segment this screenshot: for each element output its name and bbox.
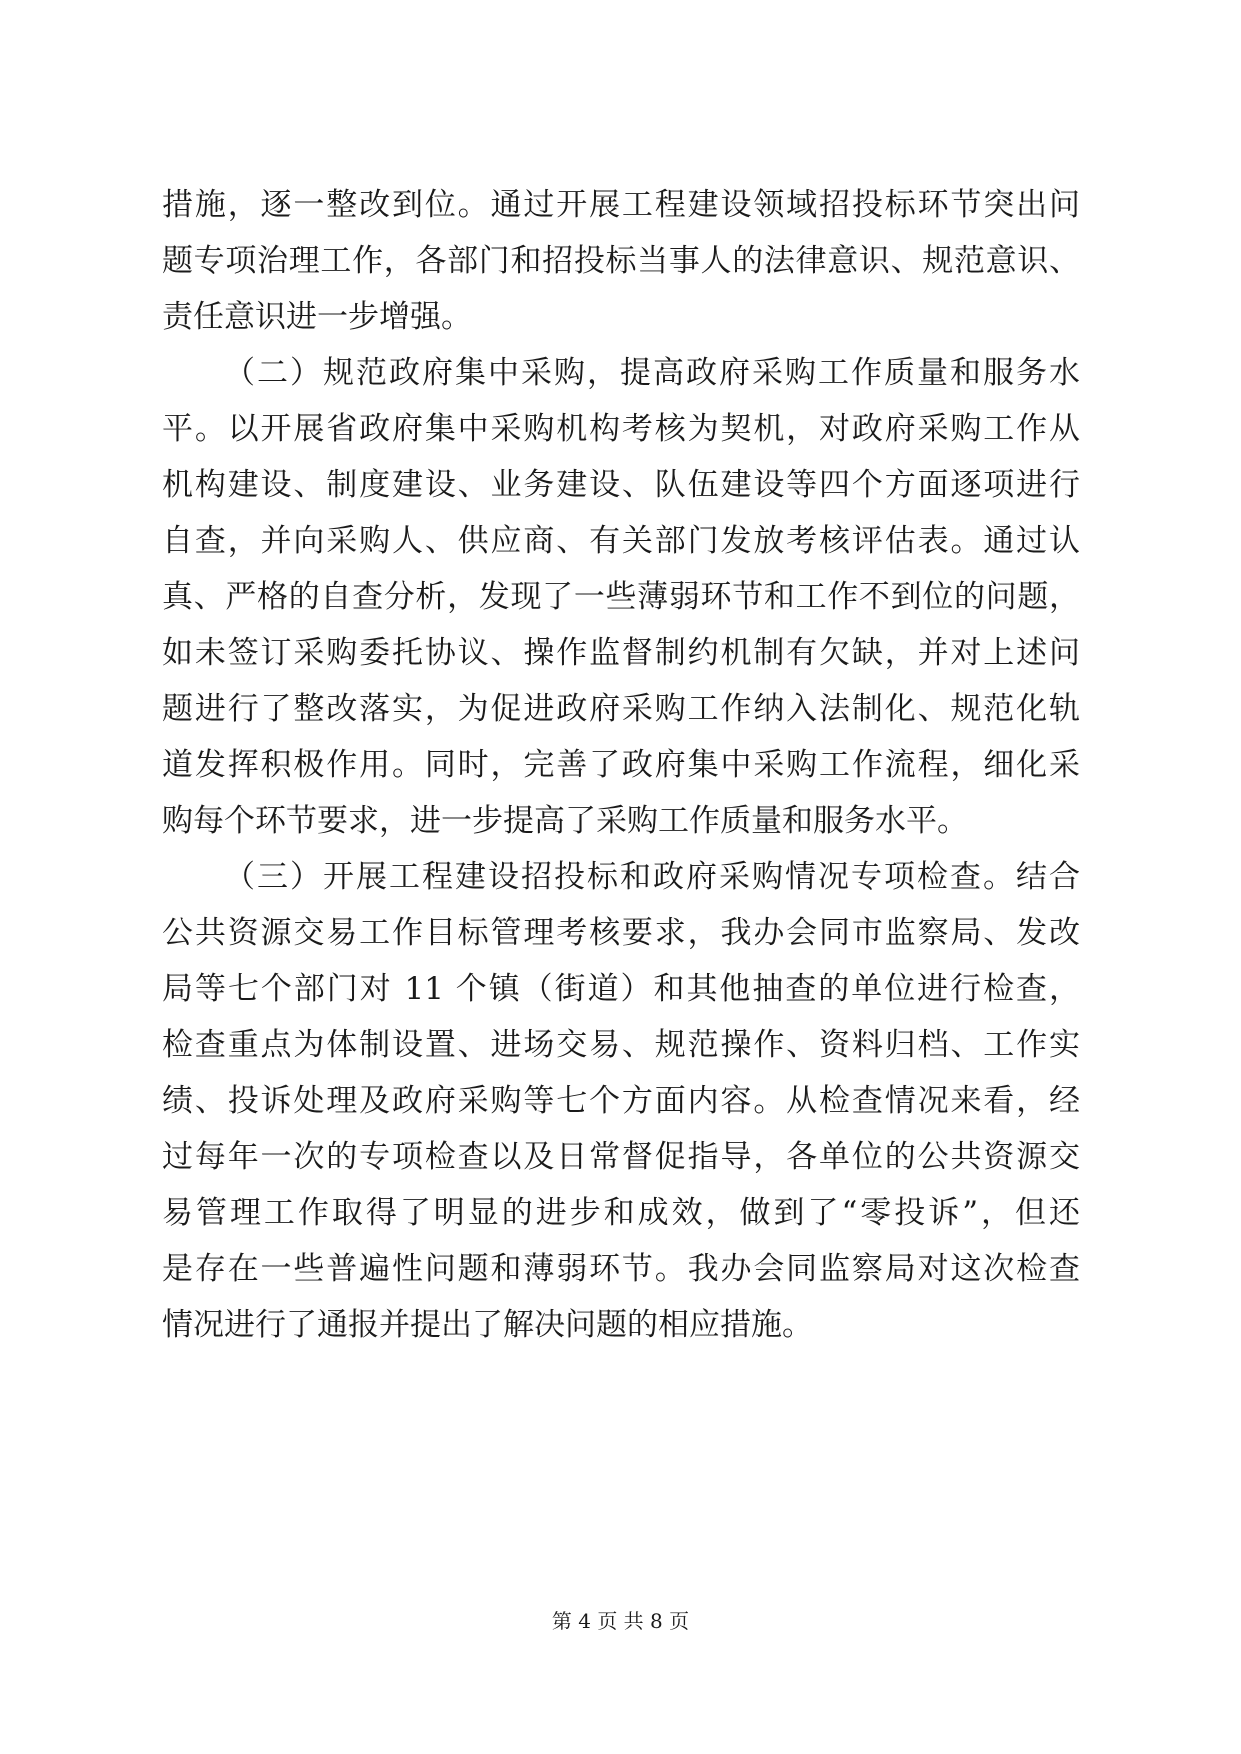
text-line [0,1249,1241,1289]
text-line [0,297,1241,337]
text-line [0,857,1241,897]
text-line [0,745,1241,785]
line-text: 平。以开展省政府集中采购机构考核为契机，对政府采购工作从 [162,411,1080,447]
line-text: 题进行了整改落实，为促进政府采购工作纳入法制化、规范化轨 [162,691,1080,727]
line-text: 绩、投诉处理及政府采购等七个方面内容。从检查情况来看，经 [162,1083,1080,1119]
line-text: 措施，逐一整改到位。通过开展工程建设领域招投标环节突出问 [162,187,1080,223]
line-text: 情况进行了通报并提出了解决问题的相应措施。 [162,1307,813,1343]
line-text: （二）规范政府集中采购，提高政府采购工作质量和服务水 [224,355,1080,391]
line-text: 道发挥积极作用。同时，完善了政府集中采购工作流程，细化采 [162,747,1080,783]
line-text: 如未签订采购委托协议、操作监督制约机制有欠缺，并对上述问 [162,635,1080,671]
line-text: 自查，并向采购人、供应商、有关部门发放考核评估表。通过认 [162,523,1080,559]
text-line [0,1137,1241,1177]
text-line [0,241,1241,281]
line-text: 购每个环节要求，进一步提高了采购工作质量和服务水平。 [162,803,968,839]
line-text: 易管理工作取得了明显的进步和成效，做到了“零投诉”，但还 [162,1195,1080,1231]
line-text: 责任意识进一步增强。 [162,299,472,335]
line-text: 过每年一次的专项检查以及日常督促指导，各单位的公共资源交 [162,1139,1080,1175]
text-line [0,969,1241,1009]
line-text: 公共资源交易工作目标管理考核要求，我办会同市监察局、发改 [162,915,1080,951]
text-line [0,465,1241,505]
text-line [0,801,1241,841]
text-line [0,185,1241,225]
text-line [0,409,1241,449]
text-line [0,1025,1241,1065]
line-text: 是存在一些普遍性问题和薄弱环节。我办会同监察局对这次检查 [162,1251,1080,1287]
line-text: 局等七个部门对 11 个镇（街道）和其他抽查的单位进行检查， [162,971,1080,1007]
line-text: （三）开展工程建设招投标和政府采购情况专项检查。结合 [224,859,1080,895]
text-line [0,1081,1241,1121]
text-line [0,521,1241,561]
text-line [0,689,1241,729]
text-line [0,913,1241,953]
text-line [0,577,1241,617]
text-line [0,1305,1241,1345]
text-line [0,633,1241,673]
text-line [0,1193,1241,1233]
page-number-footer: 第 4 页 共 8 页 [551,1609,690,1633]
line-text: 真、严格的自查分析，发现了一些薄弱环节和工作不到位的问题， [162,579,1080,615]
line-text: 机构建设、制度建设、业务建设、队伍建设等四个方面逐项进行 [162,467,1080,503]
text-line [0,353,1241,393]
line-text: 检查重点为体制设置、进场交易、规范操作、资料归档、工作实 [162,1027,1080,1063]
line-text: 题专项治理工作，各部门和招投标当事人的法律意识、规范意识、 [162,243,1080,279]
